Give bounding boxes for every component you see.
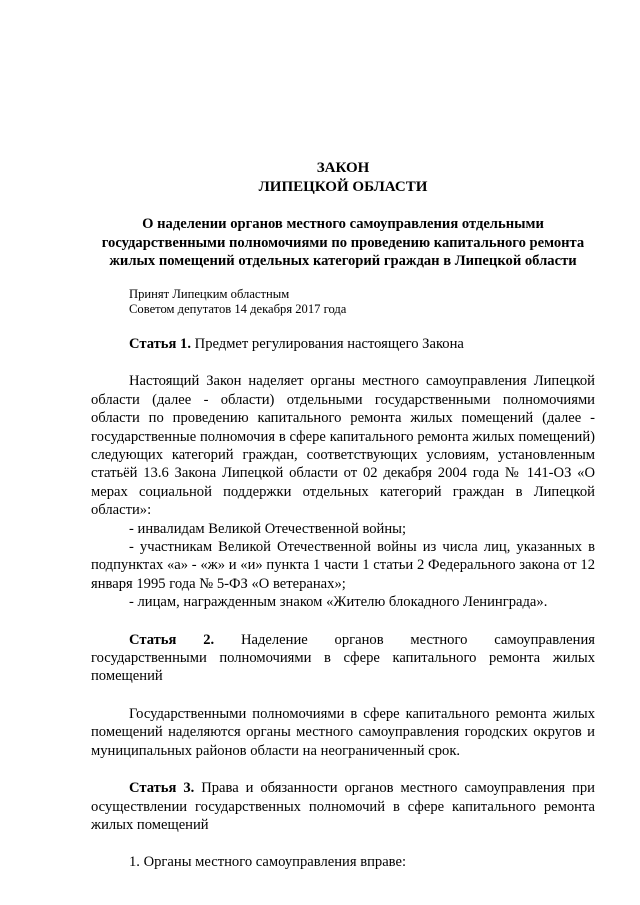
article-1-item-2: - участникам Великой Отечественной войны из числа лиц, указанных в подпунктах «а» - «ж» и «и» пункта 1 части 1 статьи 2 Федерального закона от 12 января 1995 года № 5-ФЗ «О ветеранах»; bbox=[91, 539, 595, 592]
article-2-heading bbox=[91, 631, 595, 686]
article-3-label: Статья 3. bbox=[129, 780, 195, 797]
region-name: ЛИПЕЦКОЙ ОБЛАСТИ bbox=[258, 179, 428, 195]
article-1-item-1: - инвалидам Великой Отечественной войны; bbox=[129, 520, 407, 537]
adoption-line-1: Принят Липецким областным bbox=[129, 286, 290, 301]
document-body bbox=[91, 159, 595, 872]
adoption-line-2: Советом депутатов 14 декабря 2017 года bbox=[129, 302, 347, 317]
article-1-label: Статья 1. bbox=[129, 335, 191, 352]
article-1-text: Настоящий Закон наделяет органы местного самоуправления Липецкой области (далее - области) отдельными государственными полномочиями области по проведению капитального ремонта жилых помещений (далее - государственные полномочия в сфере капитального ремонта жилых помещений) следующих категорий граждан, соответствующих условиям, установленным статьёй 13.6 Закона Липецкой области от 02 декабря 2004 года № 141-ОЗ «О мерах социальной поддержки отдельных категорий граждан в Липецкой области»: bbox=[91, 373, 595, 519]
law-word: ЗАКОН bbox=[316, 160, 370, 176]
article-1-heading bbox=[91, 335, 595, 353]
article-2-title: Наделение органов местного самоуправления государственными полномочиями в сфере капитального ремонта жилых помещений bbox=[91, 631, 595, 685]
law-title: О наделении органов местного самоуправления отдельными государственными полномочиями по проведению капитального ремонта жилых помещений отдельных категорий граждан в Липецкой области bbox=[101, 216, 585, 270]
article-1-item-3: - лицам, награжденным знаком «Жителю блокадного Ленинграда». bbox=[129, 594, 548, 611]
article-3-heading bbox=[91, 779, 595, 834]
article-3-title: Права и обязанности органов местного самоуправления при осуществлении государственных полномочий в сфере капитального ремонта жилых помещений bbox=[91, 780, 595, 833]
adoption-note bbox=[91, 287, 595, 318]
article-2-label: Статья 2. bbox=[129, 631, 215, 648]
article-2-text: Государственными полномочиями в сфере капитального ремонта жилых помещений наделяются органы местного самоуправления городских округов и муниципальных районов области на неограниченный срок. bbox=[91, 705, 595, 759]
article-3-item-1: 1. Органы местного самоуправления вправе: bbox=[129, 854, 407, 871]
article-1-title: Предмет регулирования настоящего Закона bbox=[191, 335, 464, 352]
